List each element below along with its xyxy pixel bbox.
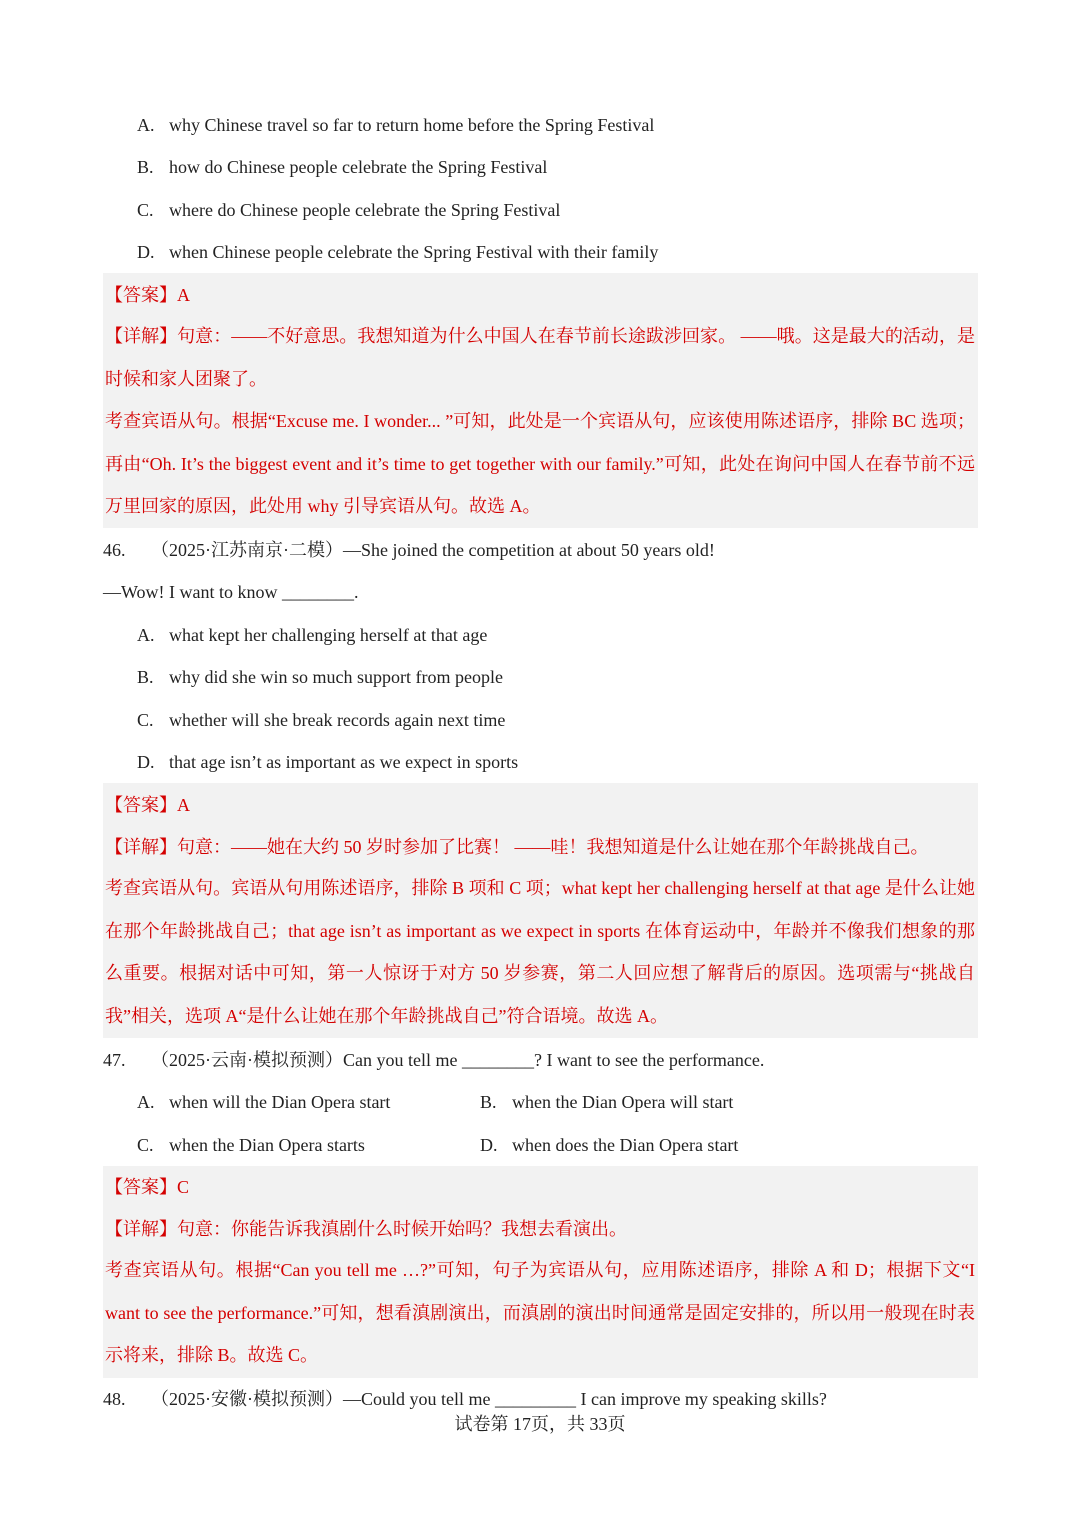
q46-option-b: B. why did she win so much support from people: [137, 667, 503, 687]
q47-option-c: C. when the Dian Opera starts: [137, 1135, 365, 1155]
q45-option-d: D. when Chinese people celebrate the Spring Festival with their family: [137, 242, 659, 262]
q47-detail-translation: 【详解】句意：你能告诉我滇剧什么时候开始吗？我想去看演出。: [105, 1219, 627, 1239]
page-footer: 试卷第 17页，共 33页: [454, 1414, 626, 1434]
q45-answer: 【答案】A: [105, 285, 190, 305]
q45-option-b: B. how do Chinese people celebrate the Spring Festival: [137, 157, 548, 177]
q46-stem: 46. （2025·江苏南京·二模）—She joined the competition at about 50 years old!: [103, 540, 715, 560]
q46-answer: 【答案】A: [105, 795, 190, 815]
q47-detail-explanation: 考查宾语从句。根据“Can you tell me …?”可知，句子为宾语从句，应用陈述语序，排除 A 和 D；根据下文“I want to see the performance.”可知，想看滇剧演出，而滇剧的演出时间通常是固定安排的，所以用一般现在时表示将来，排除 B。故选 C。: [105, 1260, 975, 1365]
q46-stem-line2: —Wow! I want to know ________.: [103, 582, 359, 602]
q47-answer: 【答案】C: [105, 1177, 190, 1197]
q47-option-a: A. when will the Dian Opera start: [137, 1092, 391, 1112]
q45-option-a: A. why Chinese travel so far to return home before the Spring Festival: [137, 115, 655, 135]
q46-option-d: D. that age isn’t as important as we expect in sports: [137, 752, 519, 772]
q45-option-c: C. where do Chinese people celebrate the Spring Festival: [137, 200, 561, 220]
q48-stem: 48. （2025·安徽·模拟预测）—Could you tell me _________ I can improve my speaking skills?: [103, 1389, 827, 1409]
q47-stem: 47. （2025·云南·模拟预测）Can you tell me ________? I want to see the performance.: [103, 1050, 765, 1070]
q46-detail-explanation: 考查宾语从句。宾语从句用陈述语序，排除 B 项和 C 项；what kept her challenging herself at that age 是什么让她在那个年龄挑战自己；that age isn’t as important as we expect in sports 在体育运动中，年龄并不像我们想象的那么重要。根据对话中可知，第一人惊讶于对方 50 岁参赛，第二人回应想了解背后的原因。选项需与“挑战自我”相关，选项 A“是什么让她在那个年龄挑战自己”符合语境。故选 A。: [105, 878, 975, 1026]
q47-option-b: B. when the Dian Opera will start: [480, 1092, 734, 1112]
q46-option-c: C. whether will she break records again next time: [137, 710, 506, 730]
q47-option-d: D. when does the Dian Opera start: [480, 1135, 739, 1155]
q46-detail-translation: 【详解】句意：——她在大约 50 岁时参加了比赛！ ——哇！我想知道是什么让她在那个年龄挑战自己。: [105, 837, 929, 857]
q45-detail-explanation: 考查宾语从句。根据“Excuse me. I wonder... ”可知，此处是一个宾语从句，应该使用陈述语序，排除 BC 选项；再由“Oh. It’s the biggest event and it’s time to get together with our family.”可知，此处在询问中国人在春节前不远万里回家的原因，此处用 why 引导宾语从句。故选 A。: [105, 411, 975, 516]
q45-detail-translation: 【详解】句意：——不好意思。我想知道为什么中国人在春节前长途跋涉回家。 ——哦。这是最大的活动，是时候和家人团聚了。: [105, 326, 975, 389]
q46-option-a: A. what kept her challenging herself at that age: [137, 625, 488, 645]
